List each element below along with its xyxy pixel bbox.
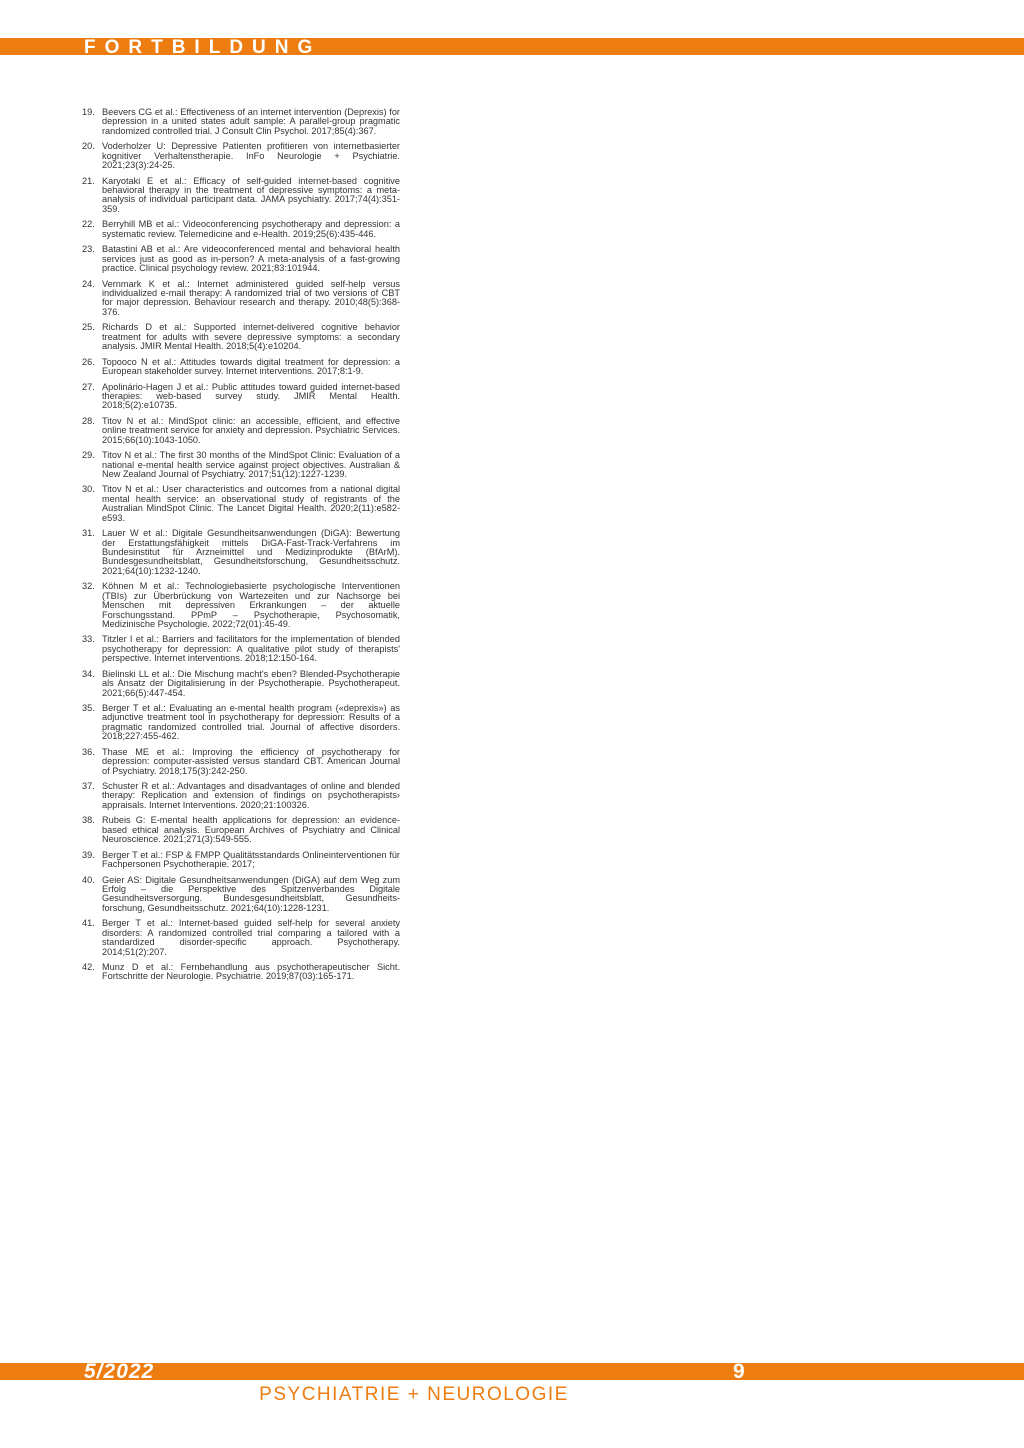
reference-item [82, 635, 400, 663]
reference-text: Rubeis G: E-mental health applications for depression: an evidence-based ethical analysis. European Archives of Psychiatry and Clinical Neuroscience. 2021;271(3):549-555. [102, 815, 400, 845]
page-number: 9 [733, 1360, 745, 1383]
reference-number: 24. [82, 278, 95, 289]
reference-number: 23. [82, 244, 95, 255]
reference-text: Titzler I et al.: Barriers and facilitators for the implementation of blended psychotherapy for depression: A qualitative pilot study of therapists' perspective. Internet interventions. 2018;12:150-164. [102, 634, 400, 664]
reference-item [82, 704, 400, 742]
reference-text: Richards D et al.: Supported internet-delivered cognitive behavior treatment for adults with severe depressive symptoms: a secondary analysis. JMIR Mental Health. 2018;5(4):e10204. [102, 322, 400, 352]
reference-text: Berger T et al.: Evaluating an e-mental health program («deprexis») as adjunctive treatment tool in psychotherapy for depression: Results of a pragmatic randomized controlled trial. Journal of affective disorders. 2018;227:455-462. [102, 703, 400, 742]
reference-item [82, 323, 400, 351]
reference-text: Lauer W et al.: Digitale Gesundheitsanwendungen (DiGA): Bewertung der Erstattungsfähigkeit mittels DiGA-Fast-Track-Verfahrens im Bundesinstitut für Arzneimittel und Medizinprodukte (BfArM). Bundesgesundheitsblatt, Gesundheitsforschung, Gesundheitsschutz. 2021;64(10):1232-1240. [102, 528, 400, 576]
reference-number: 29. [82, 450, 95, 461]
reference-text: Voderholzer U: Depressive Patienten profitieren von internetbasierter kognitiver Verhaltenstherapie. InFo Neurologie + Psychiatrie. 2021;23(3):24-25. [102, 141, 400, 171]
reference-number: 20. [82, 141, 95, 152]
reference-text: Berger T et al.: Internet-based guided self-help for several anxiety disorders: A randomized controlled trial comparing a tailored with a standardized disorder-specific approach. Psychotherapy. 2014;51(2):207. [102, 918, 400, 957]
reference-text: Titov N et al.: MindSpot clinic: an accessible, efficient, and effective online treatment service for anxiety and depression. Psychiatric Services. 2015;66(10):1043-1050. [102, 415, 400, 445]
reference-item [82, 670, 400, 698]
reference-number: 40. [82, 874, 95, 885]
reference-number: 28. [82, 415, 95, 426]
reference-text: Köhnen M et al.: Technologiebasierte psychologische Interventionen (TBIs) zur Überbrückung von Wartezeiten und zur Nachsorge bei Menschen mit depressiven Erkrankungen – der aktuelle Forschungsstand. PPmP – Psychotherapie, Psychosomatik, Medizinische Psychologie. 2022;72(01):45-49. [102, 581, 400, 629]
reference-text: Schuster R et al.: Advantages and disadvantages of online and blended therapy: Replication and extension of findings on psychotherapists› appraisals. Internet Interventions. 2020;21:100326. [102, 781, 400, 810]
journal-name: PSYCHIATRIE + NEUROLOGIE [259, 1384, 569, 1405]
reference-text: Karyotaki E et al.: Efficacy of self-guided internet-based cognitive behavioral therapy in the treatment of depressive symptoms: a meta-analysis of individual participant data. JAMA psychiatry. 2017;74(4):351-359. [102, 175, 400, 214]
reference-number: 26. [82, 356, 95, 367]
reference-item [82, 748, 400, 776]
reference-text: Vernmark K et al.: Internet administered guided self-help versus individualized e-mail therapy: A randomized trial of two versions of CBT for major depression. Behaviour research and therapy. 2010;48(5):368-376. [102, 278, 400, 317]
reference-item [82, 142, 400, 170]
reference-item [82, 177, 400, 215]
reference-item [82, 358, 400, 377]
reference-text: Munz D et al.: Fernbehandlung aus psychotherapeutischer Sicht. Fortschritte der Neurologie. Psychiatrie. 2019;87(03):165-171. [102, 962, 400, 982]
reference-number: 41. [82, 918, 95, 929]
reference-number: 21. [82, 175, 95, 186]
reference-number: 19. [82, 107, 95, 117]
reference-text: Topooco N et al.: Attitudes towards digital treatment for depression: a European stakeholder survey. Internet interventions. 2017;8:1-9. [102, 356, 400, 376]
reference-number: 32. [82, 581, 95, 592]
section-label: FORTBILDUNG [84, 37, 322, 58]
reference-text: Berger T et al.: FSP & FMPP Qualitätsstandards Onlineinterventionen für Fachpersonen Psychotherapie. 2017; [102, 849, 400, 870]
reference-text: Thase ME et al.: Improving the efficiency of psychotherapy for depression: computer-assisted versus standard CBT. American Journal of Psychiatry. 2018;175(3):242-250. [102, 746, 400, 776]
reference-item [82, 220, 400, 239]
reference-number: 33. [82, 634, 95, 645]
reference-item [82, 451, 400, 479]
reference-number: 34. [82, 668, 95, 679]
reference-item [82, 417, 400, 445]
reference-number: 36. [82, 746, 95, 757]
reference-number: 38. [82, 815, 95, 826]
reference-number: 39. [82, 849, 95, 860]
reference-item [82, 529, 400, 576]
reference-text: Bielinski LL et al.: Die Mischung macht's eben? Blended-Psychotherapie als Ansatz der Digitalisierung in der Psychotherapie. Psychotherapeut. 2021;66(5):447-454. [102, 668, 400, 698]
reference-item [82, 851, 400, 870]
reference-item [82, 108, 400, 136]
reference-item [82, 919, 400, 957]
reference-item [82, 485, 400, 523]
reference-item [82, 876, 400, 914]
reference-number: 25. [82, 322, 95, 333]
reference-text: Geier AS: Digitale Gesundheitsanwendungen (DiGA) auf dem Weg zum Erfolg – die Perspektive des Spitzenverbandes Digitale Gesundheitsversorgung. Bundesgesundheitsblatt, Gesundheits-forschung, Gesundheitsschutz. 2021;64(10):1228-1231. [102, 874, 400, 913]
reference-number: 35. [82, 703, 95, 714]
reference-item [82, 280, 400, 318]
reference-item [82, 582, 400, 629]
reference-number: 27. [82, 381, 95, 392]
reference-text: Titov N et al.: The first 30 months of the MindSpot Clinic: Evaluation of a national e-mental health service against project objectives. Australian & New Zealand Journal of Psychiatry. 2017;51(12):1227-1239. [102, 450, 400, 479]
reference-list [82, 108, 400, 988]
reference-number: 42. [82, 962, 95, 973]
reference-text: Berryhill MB et al.: Videoconferencing psychotherapy and depression: a systematic review. Telemedicine and e-Health. 2019;25(6):435-446. [102, 219, 400, 239]
reference-text: Titov N et al.: User characteristics and outcomes from a national digital mental health service: an observational study of registrants of the Australian MindSpot Clinic. The Lancet Digital Health. 2020;2(11):e582-e593. [102, 484, 400, 523]
reference-text: Batastini AB et al.: Are videoconferenced mental and behavioral health services just as good as in-person? A meta-analysis of a fast-growing practice. Clinical psychology review. 2021;83:101944. [102, 244, 400, 274]
reference-item [82, 963, 400, 982]
reference-number: 37. [82, 781, 95, 792]
reference-item [82, 383, 400, 411]
reference-number: 22. [82, 219, 95, 230]
reference-item [82, 245, 400, 273]
issue-number: 5/2022 [84, 1360, 155, 1383]
reference-item [82, 782, 400, 810]
reference-number: 31. [82, 528, 95, 539]
reference-number: 30. [82, 484, 95, 495]
reference-text: Beevers CG et al.: Effectiveness of an internet intervention (Deprexis) for depression in a united states adult sample: A parallel-group pragmatic randomized controlled trial. J Consult Clin Psychol. 2017;85(4):367. [102, 107, 400, 136]
reference-text: Apolinário-Hagen J et al.: Public attitudes toward guided internet-based therapies: web-based survey study. JMIR Mental Health. 2018;5(2):e10735. [102, 381, 400, 411]
reference-item [82, 816, 400, 844]
